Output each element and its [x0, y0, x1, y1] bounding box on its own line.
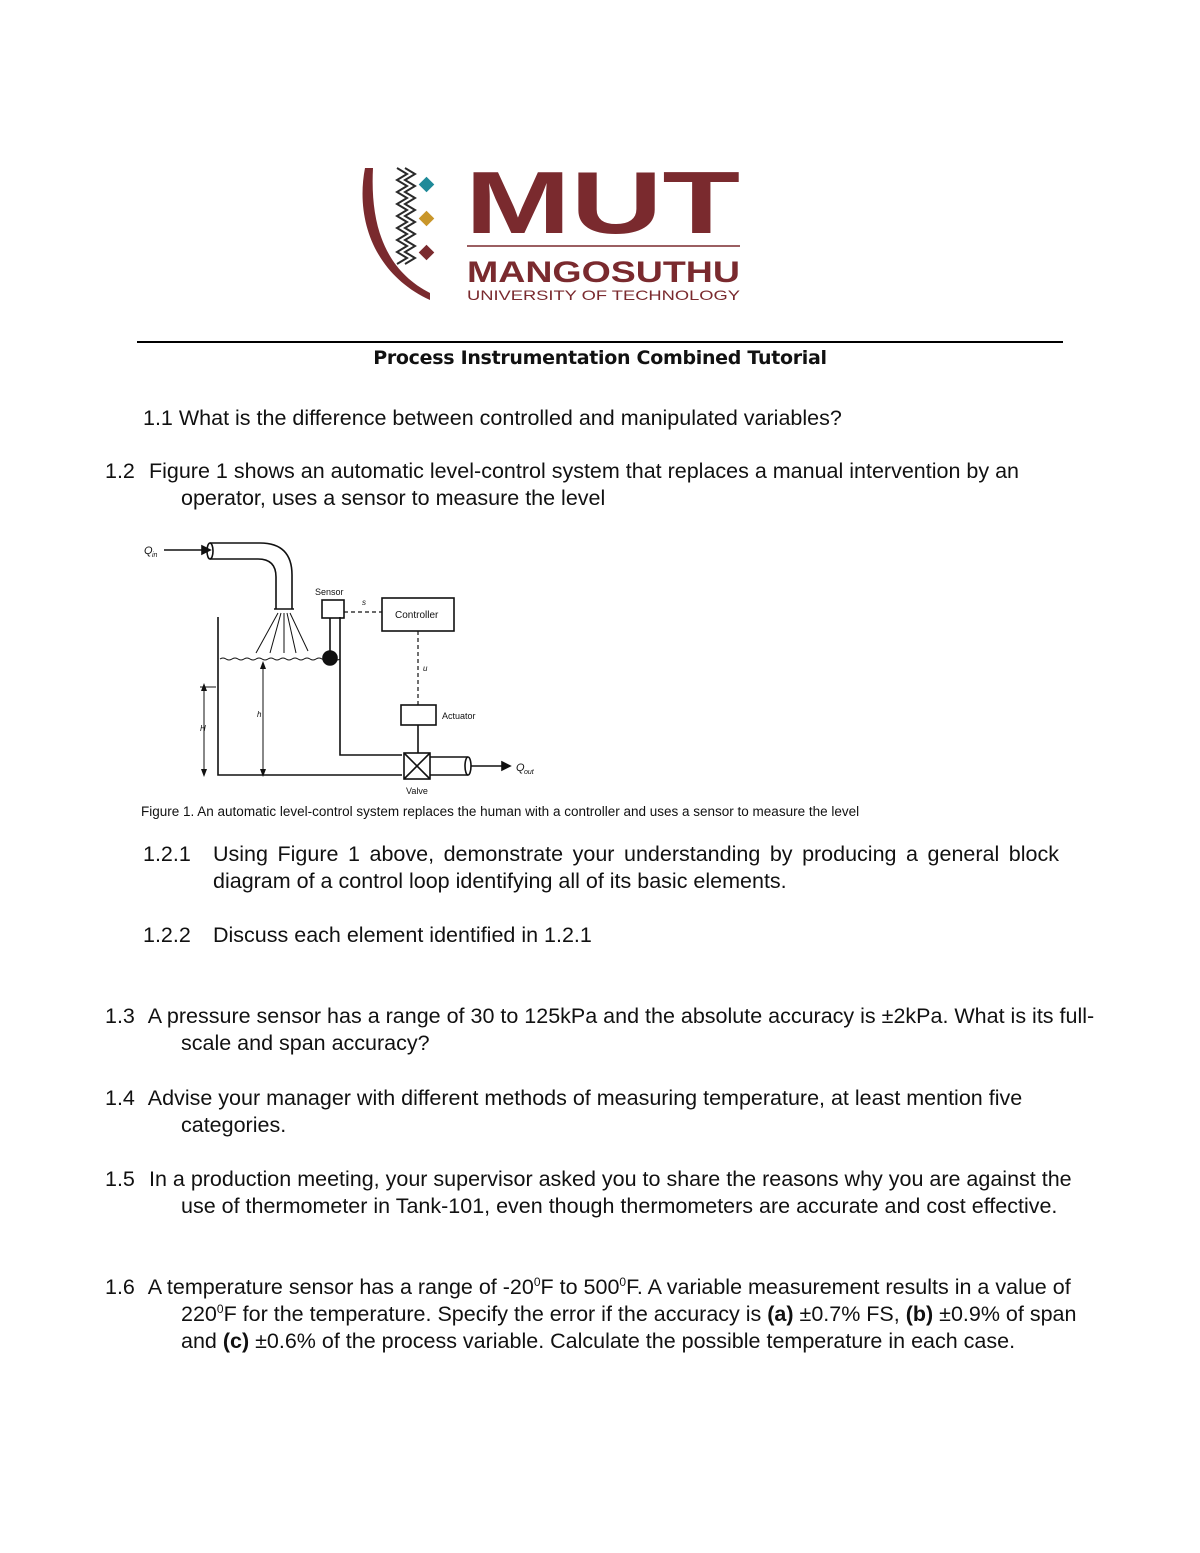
logo-zigzag — [397, 168, 415, 264]
question-1-6: 1.6 A temperature sensor has a range of $-20^0F$ to $500^0F$. A variable measurement results in a value of $220^0F$ for the temperature. Specify the error if the accuracy is (a) ±0.7% FS, (b) ±0.9% of span and (c) ±0.6% of the process variable. Calculate the possible temperature in each case. — [105, 1275, 1077, 1353]
signal-u-label: u — [423, 664, 428, 673]
question-1-5: 1.5 In a production meeting, your supervisor asked you to share the reasons why you are against the use of thermometer in Tank-101, even though thermometers are accurate and cost effective. — [105, 1167, 1072, 1218]
logo-diamond-maroon — [419, 245, 435, 261]
outlet-pipe — [430, 757, 468, 775]
figure-caption: Figure 1. An automatic level-control system replaces the human with a controller and uses a sensor to measure the level — [141, 804, 860, 819]
spray-lines — [256, 613, 308, 653]
sensor-float — [323, 651, 337, 665]
logo-diamond-gold — [419, 211, 435, 227]
controller-label: Controller — [395, 610, 439, 621]
question-1-2-2 — [143, 922, 1059, 949]
H-label: H — [200, 724, 206, 733]
question-number: 1.2.1 — [143, 842, 191, 866]
outlet-pipe-end — [465, 757, 471, 775]
title-rule — [137, 341, 1063, 343]
document-title: Process Instrumentation Combined Tutorial — [373, 347, 827, 369]
h-label: h — [257, 710, 262, 719]
logo-arc — [363, 168, 430, 300]
logo-name: MANGOSUTHU — [467, 256, 740, 289]
question-text: A pressure sensor has a range of 30 to 125kPa and the absolute accuracy is ±2kPa. What is its full-scale and span accuracy? — [147, 1004, 1095, 1055]
part-a-label: (a) — [767, 1302, 794, 1326]
q-in-label: Q — [144, 545, 153, 557]
signal-s-label: s — [362, 598, 366, 607]
q-in-arrowhead — [202, 546, 210, 554]
degree-mark: 0 — [619, 1275, 627, 1289]
actuator-label: Actuator — [442, 711, 476, 721]
water-surface — [220, 658, 340, 660]
question-number: 1.2.2 — [143, 923, 191, 947]
question-text: A temperature sensor has a range of $-20^0F$ to $500^0F$. A variable measurement results in a value of $220^0F$ for the temperature. Specify the error if the accuracy is (a) ±0.7% FS, (b) ±0.9% of span and (c) ±0.6% of the process variable. Calculate the possible temperature in each case. — [147, 1275, 1077, 1353]
question-1-1 — [143, 405, 1063, 432]
mut-logo — [355, 160, 750, 305]
valve-label: Valve — [406, 786, 428, 796]
sensor-box — [322, 600, 344, 618]
inlet-pipe — [210, 543, 292, 609]
logo-diamond-teal — [419, 177, 435, 193]
question-1-2: 1.2 Figure 1 shows an automatic level-control system that replaces a manual intervention by an operator, uses a sensor to measure the level — [105, 459, 1019, 510]
question-text: What is the difference between controlled and manipulated variables? — [178, 406, 842, 430]
actuator-box — [401, 705, 436, 725]
question-1-2-1 — [143, 841, 1059, 895]
logo-subtitle: UNIVERSITY OF TECHNOLOGY — [467, 287, 741, 303]
sensor-label: Sensor — [315, 587, 344, 597]
q-out-subscript: out — [524, 769, 534, 776]
q-out-arrowhead — [502, 762, 510, 770]
tank — [218, 617, 402, 775]
figure-level-control-diagram — [140, 535, 550, 800]
question-text: Figure 1 shows an automatic level-control system that replaces a manual intervention by an operator, uses a sensor to measure the level — [148, 459, 1019, 510]
question-text: In a production meeting, your supervisor asked you to share the reasons why you are against the use of thermometer in Tank-101, even though thermometers are accurate and cost effective. — [148, 1167, 1072, 1218]
question-text: Discuss each element identified in 1.2.1 — [213, 923, 592, 947]
question-1-4: 1.4 Advise your manager with different methods of measuring temperature, at least mention five categories. — [105, 1086, 1023, 1137]
part-b-label: (b) — [905, 1302, 934, 1326]
question-text: Advise your manager with different methods of measuring temperature, at least mention five categories. — [147, 1086, 1023, 1137]
logo-abbr: MUT — [465, 160, 740, 252]
degree-mark: 0 — [216, 1302, 224, 1316]
q-in-subscript: in — [152, 552, 158, 559]
q-out-label: Q — [516, 762, 525, 774]
question-number: 1.1 — [143, 406, 173, 430]
degree-mark: 0 — [533, 1275, 541, 1289]
part-c-label: (c) — [222, 1329, 250, 1353]
question-1-3: 1.3 A pressure sensor has a range of 30 to 125kPa and the absolute accuracy is ±2kPa. What is its full-scale and span accuracy? — [105, 1004, 1095, 1055]
question-text: Using Figure 1 above, demonstrate your understanding by producing a general block diagram of a control loop identifying all of its basic elements. — [213, 842, 1059, 893]
